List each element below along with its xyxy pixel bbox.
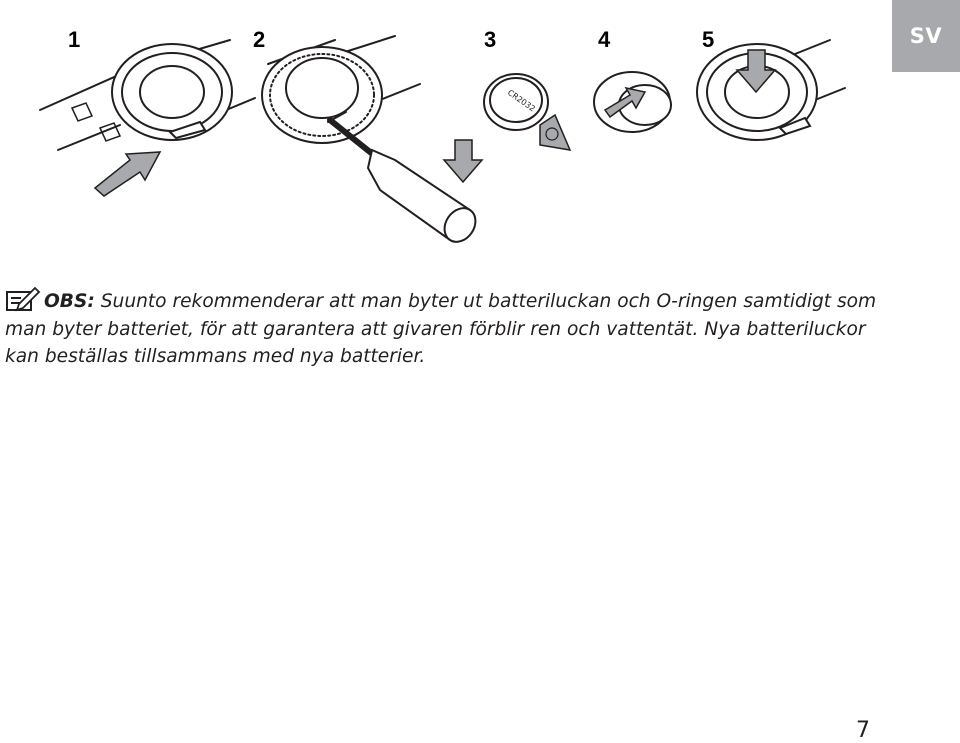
- note-label: OBS:: [44, 291, 95, 312]
- page-number: 7: [856, 718, 870, 743]
- note-paragraph: [5, 286, 885, 371]
- step-1-sensor: [40, 40, 255, 150]
- step-4-sensor: [594, 72, 671, 132]
- language-tab: SV: [892, 0, 960, 72]
- battery-replacement-illustration: [0, 0, 960, 260]
- step-number-4: 4: [598, 27, 611, 52]
- step-number-2: 2: [253, 27, 266, 52]
- note-pencil-icon: [5, 286, 41, 312]
- step-number-1: 1: [68, 27, 81, 52]
- svg-text:CR2032: CR2032: [505, 87, 537, 114]
- recycle-icon: [540, 115, 570, 150]
- battery-icon: [484, 74, 548, 130]
- step-number-3: 3: [484, 27, 497, 52]
- step-number-5: 5: [702, 27, 715, 52]
- note-text: Suunto rekommenderar att man byter ut batteriluckan och O-ringen samtidigt som man byter batteriet, för att garantera att givaren förblir ren och vattentät. Nya batteriluckor kan beställas tillsammans med nya batterier.: [5, 291, 877, 367]
- arrow-icon: [95, 152, 160, 196]
- arrow-icon: [444, 140, 482, 182]
- step-5-sensor: [697, 40, 845, 140]
